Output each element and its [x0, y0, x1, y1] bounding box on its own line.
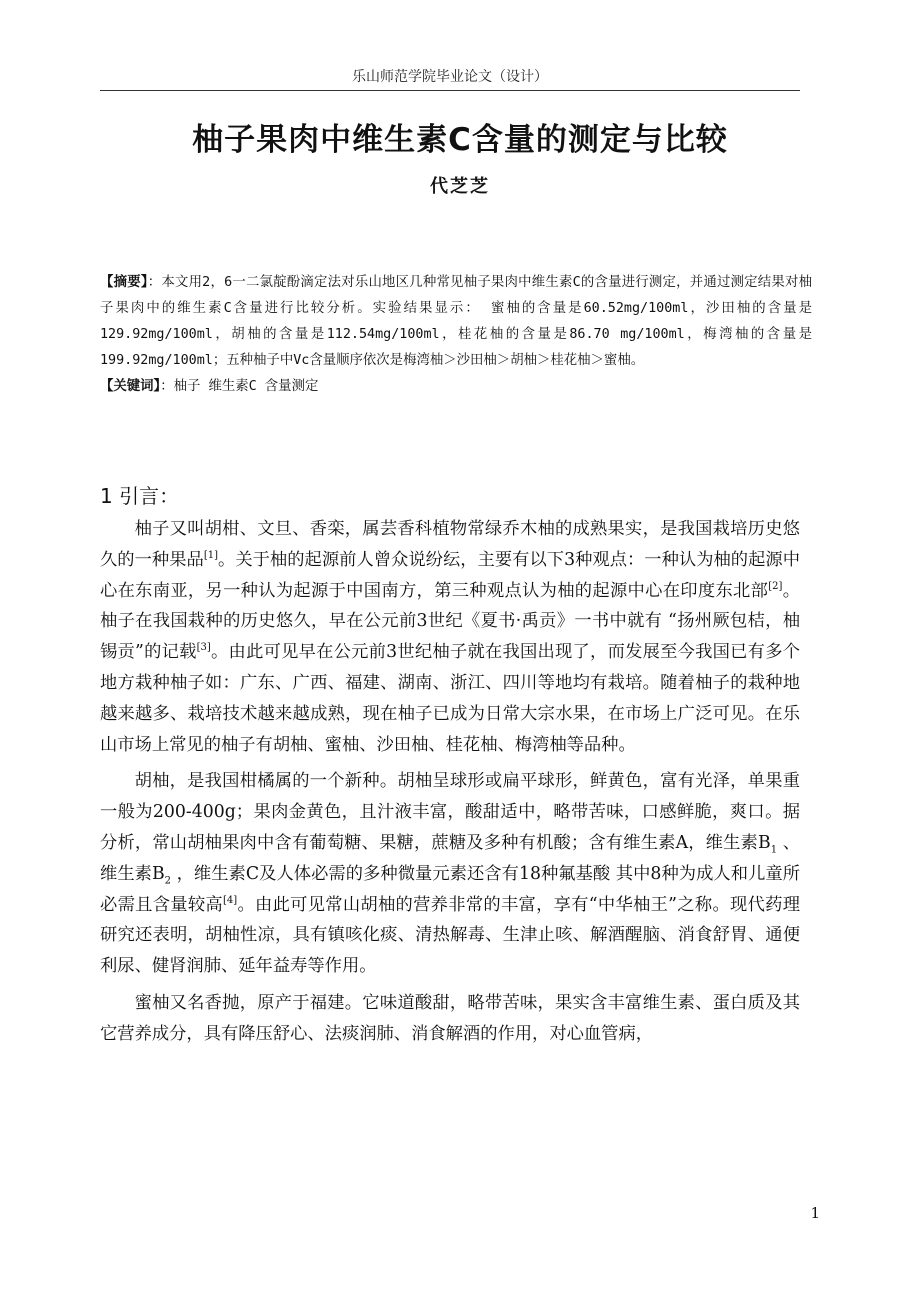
page-number: 1 [810, 1204, 820, 1222]
running-header: 乐山师范学院毕业论文（设计） [100, 66, 800, 91]
paragraph-miyou [100, 988, 800, 1050]
paragraph-pomelo-history [100, 514, 800, 760]
abstract-label: 【摘要】 [100, 275, 148, 290]
author-name: 代芝芝 [430, 176, 490, 197]
text-run: 蜜柚又名香抛，原产于福建。它味道酸甜，略带苦味，果实含丰富维生素、蛋白质及其它营养成分，具有降压舒心、法痰润肺、消食解酒的作用，对心血管病， [100, 992, 800, 1044]
text-run: ，维生素C及人体必需的多种微量元素还含有18种氟基酸 其中8种为成人和儿童所必需且含量较高 [100, 863, 800, 915]
citation-ref[interactable]: [4] [222, 894, 238, 906]
text-run: 。由此可见早在公元前3世纪柚子就在我国出现了，而发展至今我国已有多个地方栽种柚子如：广东、广西、福建、湖南、浙江、四川等地均有栽培。随着柚子的栽种地越来越多、栽培技术越来越成熟，现在柚子已成为日常大宗水果，在市场上广泛可见。在乐山市场上常见的柚子有胡柚、蜜柚、沙田柚、桂花柚、梅湾柚等品种。 [100, 642, 800, 755]
abstract-text: ：本文用2，6一二氯靛酚滴定法对乐山地区几种常见柚子果肉中维生素C的含量进行测定，并通过测定结果对柚子果肉中的维生素C含量进行比较分析。实验结果显示： 蜜柚的含量是60.52mg/100ml，沙田柚的含量是129.92mg/100ml，胡柚的含量是112.54mg/100ml，桂花柚的含量是86.70 mg/100ml，梅湾柚的含量是199.92mg/100ml；五种柚子中Vc含量顺序依次是梅湾柚＞沙田柚＞胡柚＞桂花柚＞蜜柚。 [100, 275, 812, 368]
paragraph-huyou [100, 766, 800, 982]
body-text [100, 514, 800, 1050]
subscript: 2 [164, 875, 172, 887]
citation-ref[interactable]: [1] [203, 550, 218, 562]
keywords-label: 【关键词】 [100, 379, 161, 394]
abstract-block [100, 270, 812, 400]
abstract-paragraph [100, 270, 812, 374]
paper-title: 柚子果肉中维生素C含量的测定与比较 [192, 122, 728, 158]
keywords-paragraph [100, 374, 812, 400]
text-run: 、维生素B [100, 832, 800, 884]
text-run: 。由此可见常山胡柚的营养非常的丰富，享有“中华柚王”之称。现代药理研究还表明，胡柚性凉，具有镇咳化痰、清热解毒、生津止咳、解酒醒脑、消食舒胃、通便利尿、健肾润肺、延年益寿等作用。 [100, 894, 800, 977]
citation-ref[interactable]: [2] [768, 580, 783, 592]
section-heading-introduction: 1 引言： [100, 484, 180, 508]
text-run: 柚子又叫胡柑、文旦、香栾，属芸香科植物常绿乔木柚的成熟果实，是我国栽培历史悠久的一种果品 [100, 519, 800, 570]
text-run: 。关于柚的起源前人曾众说纷纭，主要有以下3种观点：一种认为柚的起源中心在东南亚，另一种认为起源于中国南方，第三种观点认为柚的起源中心在印度东北部 [100, 549, 800, 601]
citation-ref[interactable]: [3] [196, 642, 211, 654]
text-run: 胡柚，是我国柑橘属的一个新种。胡柚呈球形或扁平球形，鲜黄色，富有光泽，单果重一般为200-400g；果肉金黄色，且汁液丰富，酸甜适中，略带苦味，口感鲜脆，爽口。据分析，常山胡柚果肉中含有葡萄糖、果糖，蔗糖及多种有机酸；含有维生素A，维生素B [100, 771, 800, 853]
keywords-text: ：柚子 维生素C 含量测定 [160, 379, 319, 394]
text-run: 。柚子在我国栽种的历史悠久，早在公元前3世纪《夏书·禹贡》一书中就有 “扬州厥包桔，柚锡贡”的记载 [100, 580, 800, 663]
subscript: 1 [770, 844, 778, 856]
